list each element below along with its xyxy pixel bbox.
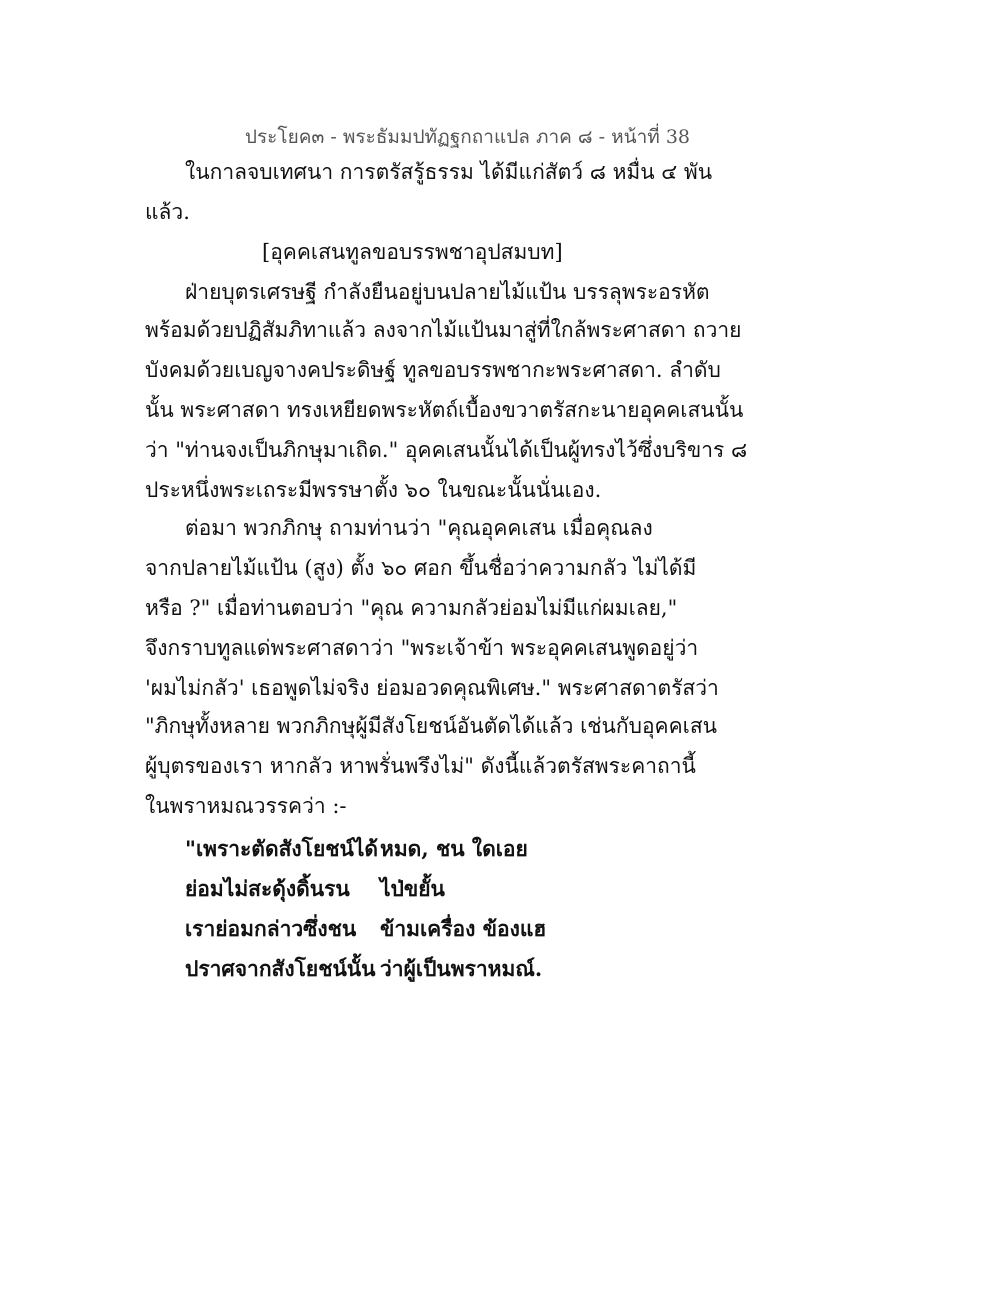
paragraph-line: หรือ ?" เมื่อท่านตอบว่า "คุณ ความกลัวย่อมไม่มีแก่ผมเลย,"	[145, 596, 678, 620]
paragraph-line: "ภิกษุทั้งหลาย พวกภิกษุผู้มีสังโยชน์อันตัดได้แล้ว เช่นกับอุคคเสน	[145, 714, 718, 738]
paragraph-line: ในพราหมณวรรคว่า :-	[145, 794, 347, 818]
verse-line-right: ว่าผู้เป็นพราหมณ์.	[380, 956, 543, 981]
paragraph-line: 'ผมไม่กลัว' เธอพูดไม่จริง ย่อมอวดคุณพิเศษ." พระศาสดาตรัสว่า	[145, 676, 719, 700]
verse-line-right: ไป่ขยั้น	[380, 876, 445, 901]
paragraph-line: บังคมด้วยเบญจางคประดิษฐ์ ทูลขอบรรพชากะพระศาสดา. ลำดับ	[145, 358, 721, 382]
running-header: ประโยค๓ - พระธัมมปทัฏฐกถาแปล ภาค ๘ - หน้าที่ 38	[244, 126, 690, 148]
paragraph-line: พร้อมด้วยปฏิสัมภิทาแล้ว ลงจากไม้แป้นมาสู่ที่ใกล้พระศาสดา ถวาย	[145, 318, 742, 342]
paragraph-line: ต่อมา พวกภิกษุ ถามท่านว่า "คุณอุคคเสน เมื่อคุณลง	[185, 516, 653, 540]
section-heading: [อุคคเสนทูลขอบรรพชาอุปสมบท]	[262, 240, 563, 264]
verse-line-right: หมด, ชน ใดเอย	[380, 836, 528, 861]
paragraph-line: แล้ว.	[145, 200, 190, 224]
paragraph-line: ฝ่ายบุตรเศรษฐี กำลังยืนอยู่บนปลายไม้แป้น บรรลุพระอรหัต	[185, 280, 710, 304]
verse-line-left: ย่อมไม่สะดุ้งดิ้นรน	[185, 876, 350, 901]
paragraph-line: ว่า "ท่านจงเป็นภิกษุมาเถิด." อุคคเสนนั้นได้เป็นผู้ทรงไว้ซึ่งบริขาร ๘	[145, 438, 748, 462]
paragraph-line: จึงกราบทูลแด่พระศาสดาว่า "พระเจ้าข้า พระอุคคเสนพูดอยู่ว่า	[145, 636, 699, 660]
paragraph-line: ในกาลจบเทศนา การตรัสรู้ธรรม ได้มีแก่สัตว์ ๘ หมื่น ๔ พัน	[185, 160, 713, 184]
verse-line-left: เราย่อมกล่าวซึ่งชน	[185, 916, 357, 941]
verse-line-right: ข้ามเครื่อง ข้องแฮ	[380, 916, 547, 941]
paragraph-line: ผู้บุตรของเรา หากลัว หาพรั่นพรึงไม่" ดังนี้แล้วตรัสพระคาถานี้	[145, 754, 696, 778]
verse-line-left: ปราศจากสังโยชน์นั้น	[185, 956, 376, 981]
paragraph-line: ประหนึ่งพระเถระมีพรรษาตั้ง ๖๐ ในขณะนั้นนั่นเอง.	[145, 478, 602, 502]
verse-line-left: "เพราะตัดสังโยชน์ได้	[185, 836, 379, 861]
paragraph-line: จากปลายไม้แป้น (สูง) ตั้ง ๖๐ ศอก ขึ้นชื่อว่าความกลัว ไม่ได้มี	[145, 556, 697, 580]
paragraph-line: นั้น พระศาสดา ทรงเหยียดพระหัตถ์เบื้องขวาตรัสกะนายอุคคเสนนั้น	[145, 398, 744, 422]
